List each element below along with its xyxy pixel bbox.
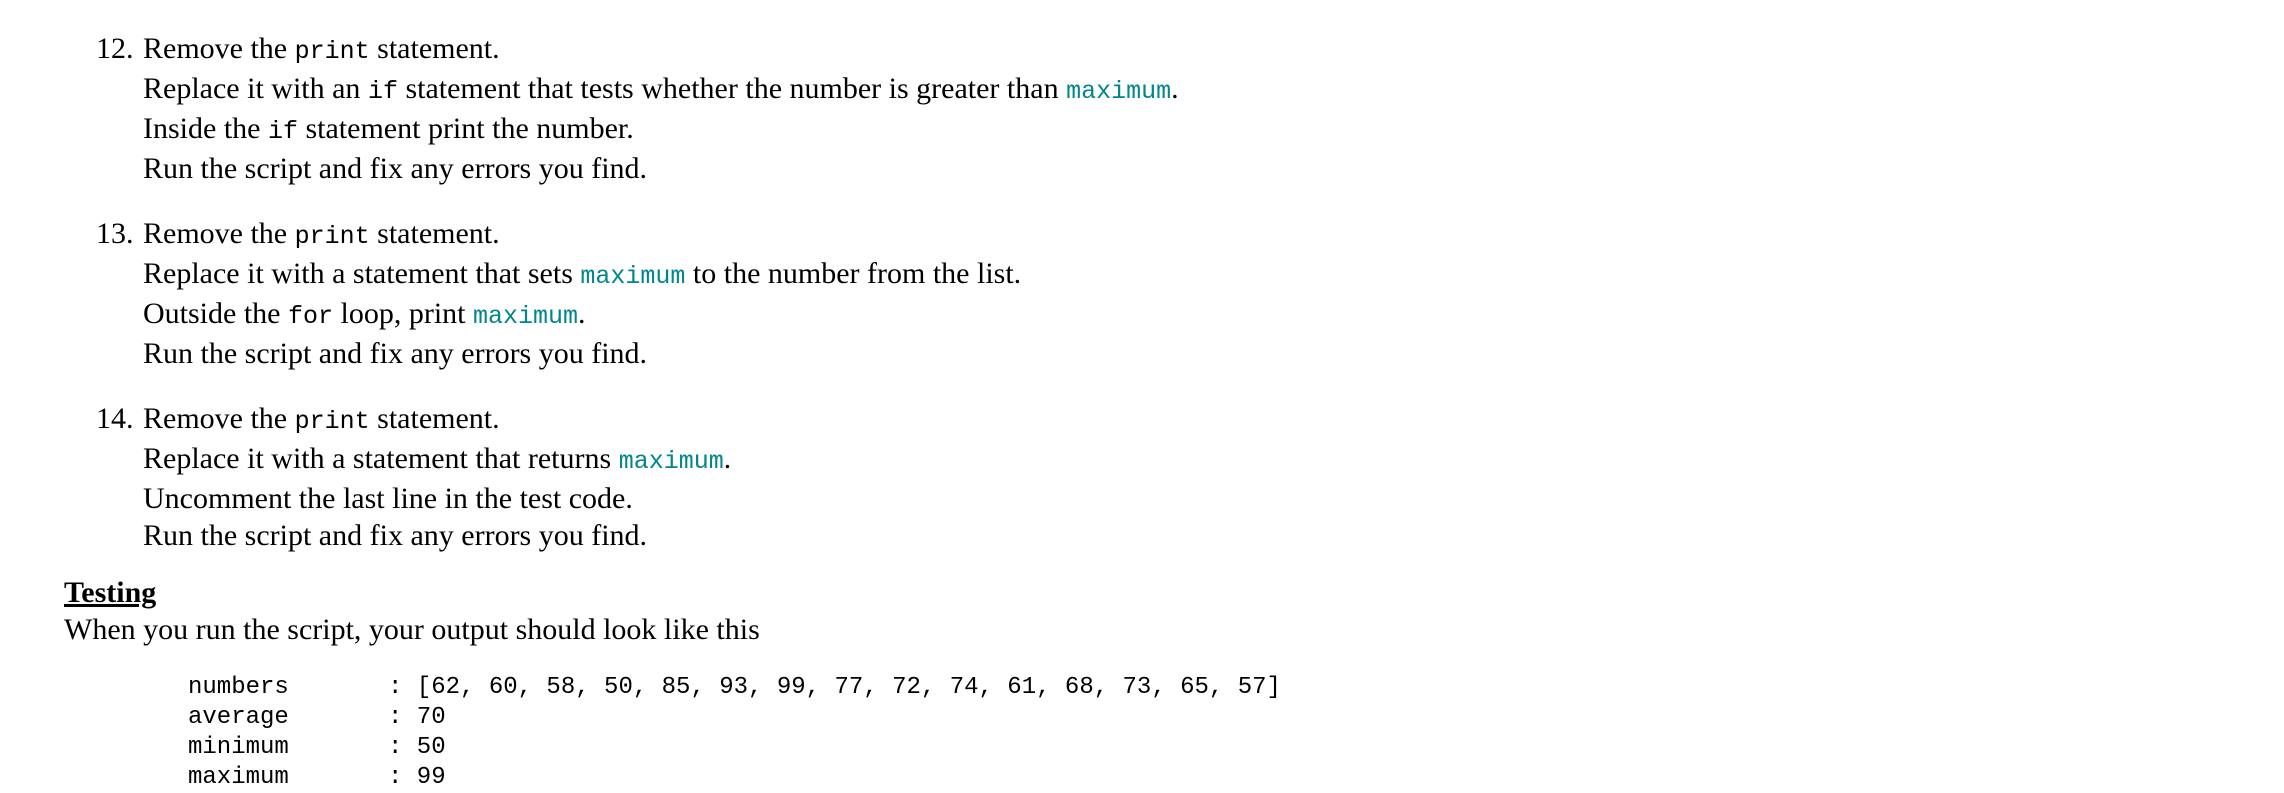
step-number: 13.	[96, 217, 134, 250]
step-text: statement.	[369, 402, 500, 435]
step-number: 14.	[96, 402, 134, 435]
output-key: minimum	[188, 734, 289, 761]
step-text: Replace it with a statement that returns	[143, 442, 619, 475]
step-line	[143, 480, 1600, 517]
output-value: : 70	[388, 704, 446, 731]
step-text: Uncomment the last line in the test code.	[143, 482, 633, 515]
step-text: statement that tests whether the number is greater than	[397, 72, 1067, 105]
output-key: maximum	[188, 764, 289, 791]
step-line	[143, 70, 1600, 110]
step-item	[0, 30, 1600, 187]
step-line	[143, 400, 1600, 440]
step-text: loop, print	[333, 297, 473, 330]
step-line	[143, 440, 1600, 480]
output-value: : 50	[388, 734, 446, 761]
step-line	[143, 150, 1600, 187]
step-text: Remove the	[143, 402, 295, 435]
step-text: to the number from the list.	[685, 257, 1022, 290]
step-text: Remove the	[143, 217, 295, 250]
step-line	[143, 110, 1600, 150]
step-text: Run the script and fix any errors you find.	[143, 519, 648, 552]
step-line	[143, 517, 1600, 554]
output-row	[188, 673, 1281, 703]
section-title-testing: Testing	[64, 576, 157, 609]
inline-code: if	[367, 77, 398, 106]
step-text: Replace it with an	[143, 72, 368, 105]
step-text: Run the script and fix any errors you find.	[143, 152, 648, 185]
step-text: statement.	[369, 32, 500, 65]
step-text: .	[1171, 72, 1179, 105]
step-text: .	[578, 297, 586, 330]
step-item	[0, 215, 1600, 372]
output-row	[188, 763, 1281, 793]
step-line	[143, 30, 1600, 70]
output-value: : [62, 60, 58, 50, 85, 93, 99, 77, 72, 74, 61, 68, 73, 65, 57]	[388, 674, 1281, 701]
step-line	[143, 335, 1600, 372]
inline-code: if	[267, 117, 298, 146]
inline-variable: maximum	[473, 302, 579, 331]
step-text: .	[723, 442, 732, 475]
output-key: average	[188, 704, 289, 731]
step-text: Outside the	[143, 297, 288, 330]
step-text: statement.	[369, 217, 500, 250]
step-line	[143, 215, 1600, 255]
inline-code: print	[294, 37, 370, 66]
inline-code: print	[294, 407, 370, 436]
step-text: Inside the	[143, 112, 268, 145]
step-line	[143, 255, 1600, 295]
step-text: Run the script and fix any errors you find.	[143, 337, 648, 370]
output-key: numbers	[188, 674, 289, 701]
step-line	[143, 295, 1600, 335]
inline-code: print	[294, 222, 370, 251]
inline-variable: maximum	[1066, 77, 1172, 106]
inline-code: for	[287, 302, 333, 331]
instruction-steps	[0, 30, 1600, 582]
step-item	[0, 400, 1600, 554]
output-row	[188, 703, 1281, 733]
inline-variable: maximum	[618, 447, 724, 476]
step-number: 12.	[96, 32, 134, 65]
testing-intro: When you run the script, your output should look like this	[64, 613, 760, 646]
step-text: statement print the number.	[297, 112, 634, 145]
output-row	[188, 733, 1281, 763]
expected-output-block	[188, 673, 1281, 793]
inline-variable: maximum	[580, 262, 686, 291]
step-text: Replace it with a statement that sets	[143, 257, 581, 290]
output-value: : 99	[388, 764, 446, 791]
step-text: Remove the	[143, 32, 295, 65]
